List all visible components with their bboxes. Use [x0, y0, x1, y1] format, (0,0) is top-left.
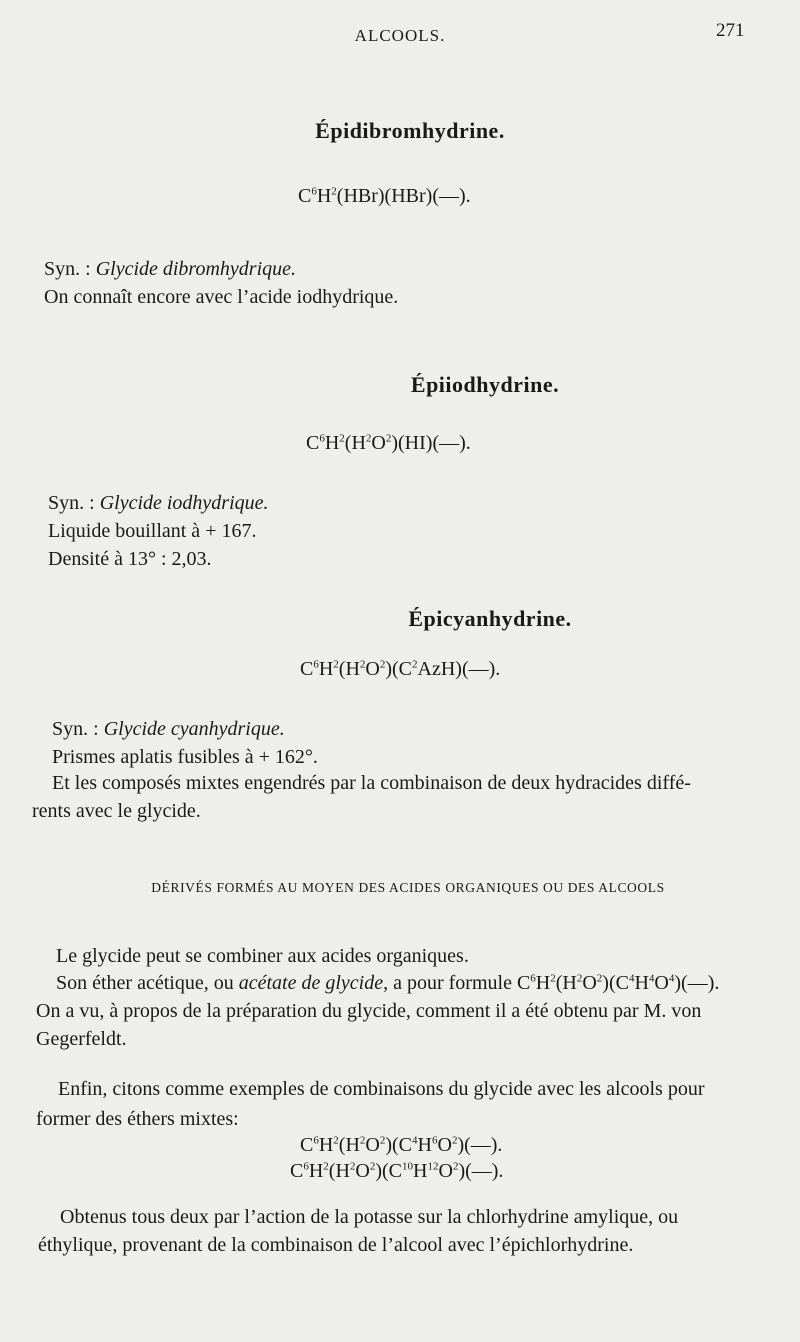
- text-line: Liquide bouillant à + 167.: [48, 520, 257, 542]
- formula-ether-mixte-1: $C^6H^2(H^2O^2)(C^4H^6O^2)(—)$.: [300, 1134, 503, 1156]
- formula-epicyanhydrine: $C^6H^2(H^2O^2)(C^2AzH)(—)$.: [300, 658, 501, 680]
- section-title-epiiodhydrine: Épiiodhydrine.: [410, 372, 560, 397]
- page-number: 271: [716, 20, 745, 41]
- text-line: Densité à 13° : 2,03.: [48, 548, 212, 570]
- text-line: éthylique, provenant de la combinaison de l’alcool avec l’épichlorhydrine.: [38, 1234, 634, 1256]
- synonym-line: Syn. : Glycide iodhydrique.: [48, 492, 269, 514]
- text-line: Le glycide peut se combiner aux acides organiques.: [56, 945, 469, 967]
- text-line: Obtenus tous deux par l’action de la potasse sur la chlorhydrine amylique, ou: [60, 1206, 679, 1228]
- text-line: Enfin, citons comme exemples de combinaisons du glycide avec les alcools pour: [58, 1078, 705, 1100]
- formula-ether-mixte-2: $C^6H^2(H^2O^2)(C^{10}H^{12}O^2)(—)$.: [290, 1160, 504, 1182]
- formula-epiiodhydrine: $C^6H^2(H^2O^2)(HI)(—)$.: [306, 432, 471, 454]
- section-title-epidibromhydrine: Épidibromhydrine.: [315, 118, 505, 143]
- text-line: On connaît encore avec l’acide iodhydrique.: [44, 286, 399, 308]
- text-line: Prismes aplatis fusibles à + 162°.: [52, 746, 318, 768]
- text-line: rents avec le glycide.: [32, 800, 201, 822]
- text-line: former des éthers mixtes:: [36, 1108, 239, 1130]
- text-line: Son éther acétique, ou acétate de glycide, a pour formule $C^6H^2(H^2O^2)(C^4H^4O^4)(—)$.: [56, 972, 720, 994]
- synonym-line: Syn. : Glycide cyanhydrique.: [52, 718, 285, 740]
- text-line: Gegerfeldt.: [36, 1028, 127, 1050]
- running-title: ALCOOLS.: [354, 26, 446, 45]
- section-heading-derives: DÉRIVÉS FORMÉS AU MOYEN DES ACIDES ORGANIQUES OU DES ALCOOLS: [151, 880, 665, 895]
- synonym-line: Syn. : Glycide dibromhydrique.: [44, 258, 297, 280]
- section-title-epicyanhydrine: Épicyanhydrine.: [408, 606, 572, 631]
- text-line: Et les composés mixtes engendrés par la combinaison de deux hydracides diffé-: [52, 772, 691, 794]
- formula-epidibromhydrine: $C^6H^2(HBr)(HBr)(—)$.: [298, 185, 471, 207]
- text-line: On a vu, à propos de la préparation du glycide, comment il a été obtenu par M. von: [36, 1000, 702, 1022]
